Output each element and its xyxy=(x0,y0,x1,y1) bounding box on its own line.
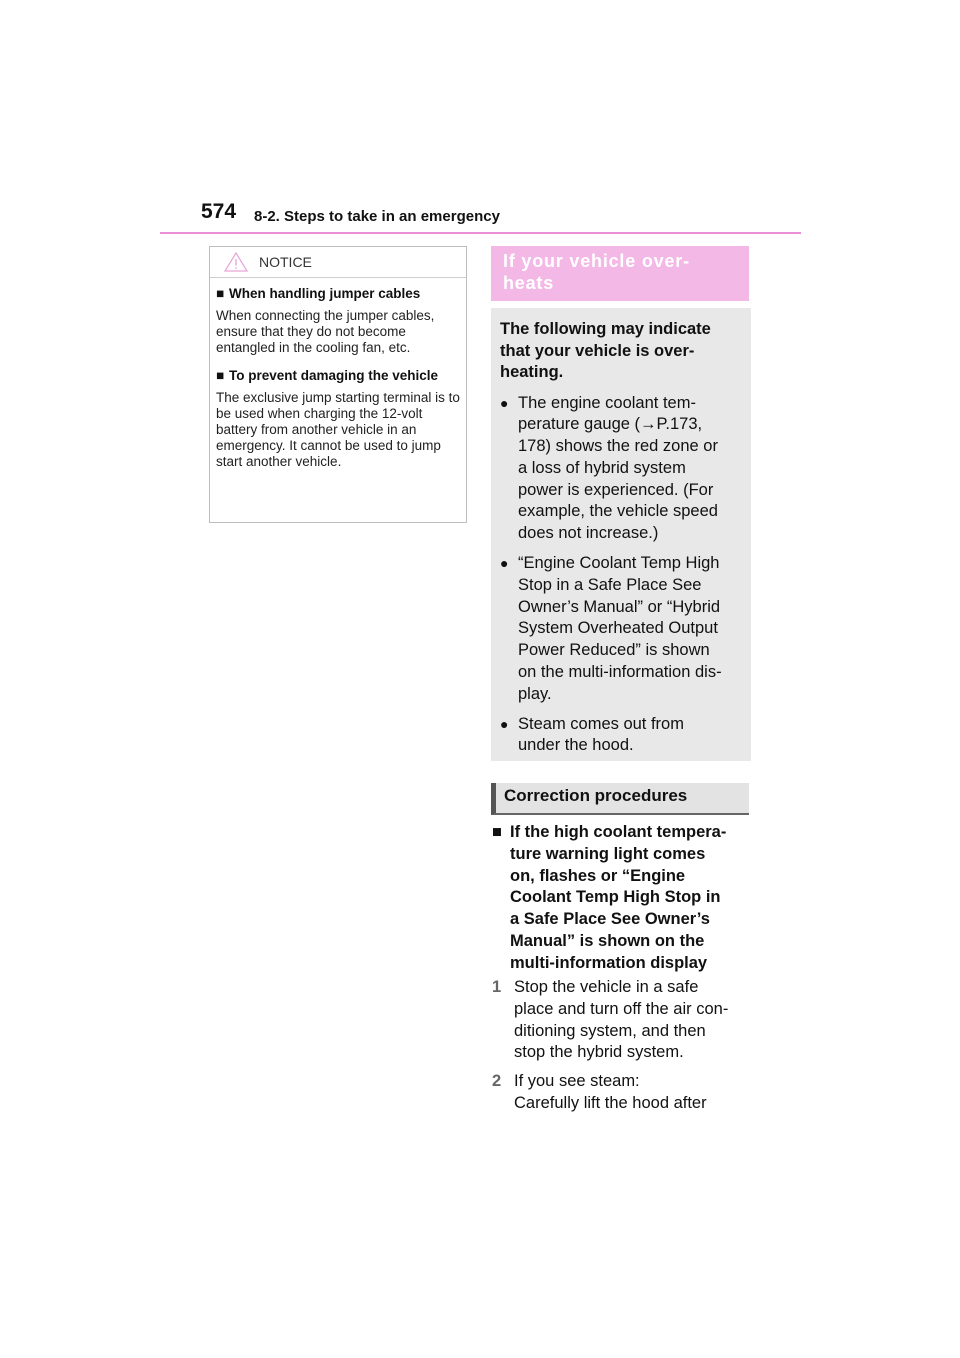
overheat-lead xyxy=(500,319,741,384)
text-line: does not increase.) xyxy=(518,524,659,543)
warning-triangle-icon xyxy=(224,252,248,277)
bullet-icon: ● xyxy=(500,555,509,572)
text-line: a Safe Place See Owner’s xyxy=(510,910,710,929)
symptom-item xyxy=(500,393,741,546)
lead-line: heating. xyxy=(500,363,564,381)
square-bullet-icon: ■ xyxy=(216,286,225,301)
notice-paragraph: The exclusive jump starting terminal is to be used when charging the 12-volt battery from another vehicle in an emergency. It cannot be used to jump start another vehicle. xyxy=(216,390,460,469)
text-line: ture warning light comes xyxy=(510,844,706,863)
page-number: 574 xyxy=(201,200,237,223)
bullet-icon: ● xyxy=(500,394,509,411)
header-rule xyxy=(160,232,801,234)
procedure-step xyxy=(492,977,752,1064)
text-line: on the multi-information dis- xyxy=(518,663,722,682)
correction-subheading xyxy=(492,822,752,975)
text-line: perature gauge (→P.173, xyxy=(518,415,703,434)
correction-heading: Correction procedures xyxy=(491,783,749,815)
symptom-item xyxy=(500,553,741,706)
text-line: stop the hybrid system. xyxy=(514,1043,684,1062)
lead-line: that your vehicle is over- xyxy=(500,341,695,360)
step-number: 1 xyxy=(492,978,502,996)
section-title: 8-2. Steps to take in an emergency xyxy=(254,208,500,225)
text-line: Manual” is shown on the xyxy=(510,931,705,950)
text-line: If you see steam: xyxy=(514,1072,640,1090)
text-line: Carefully lift the hood after xyxy=(514,1093,707,1112)
text-line: play. xyxy=(518,684,552,703)
overheat-heading-line: heats xyxy=(503,273,555,293)
notice-box xyxy=(209,246,467,523)
text-line: Power Reduced” is shown xyxy=(518,641,710,660)
text-line: System Overheated Output xyxy=(518,619,718,638)
text-line: on, flashes or “Engine xyxy=(510,866,686,885)
correction-subheading-text xyxy=(510,822,726,975)
text-line: If the high coolant tempera- xyxy=(510,823,727,841)
overheat-symptoms-box xyxy=(491,308,751,761)
text-line: multi-information display xyxy=(510,953,708,972)
text-line: Stop the vehicle in a safe xyxy=(514,978,699,996)
symptom-text xyxy=(518,553,722,706)
lead-line: The following may indicate xyxy=(500,320,711,338)
text-line: under the hood. xyxy=(518,736,634,755)
notice-header xyxy=(210,247,466,278)
step-number: 2 xyxy=(492,1072,502,1090)
square-bullet-icon: ■ xyxy=(216,368,225,383)
step-text xyxy=(514,1071,707,1115)
overheat-heading-line: If your vehicle over- xyxy=(503,251,690,271)
symptom-item xyxy=(500,714,741,758)
text-line: “Engine Coolant Temp High xyxy=(518,554,720,573)
notice-subheading-text: When handling jumper cables xyxy=(229,286,421,301)
text-line: Owner’s Manual” or “Hybrid xyxy=(518,597,721,616)
notice-title: NOTICE xyxy=(259,254,312,270)
symptom-text xyxy=(518,393,718,546)
bullet-icon: ● xyxy=(500,715,509,732)
procedure-step xyxy=(492,1071,752,1115)
text-line: a loss of hybrid system xyxy=(518,458,686,477)
text-line: place and turn off the air con- xyxy=(514,999,729,1018)
notice-subheading xyxy=(216,286,460,302)
text-line: power is experienced. (For xyxy=(518,480,714,499)
text-line: Coolant Temp High Stop in xyxy=(510,888,721,907)
text-line: Stop in a Safe Place See xyxy=(518,575,702,594)
notice-paragraph: When connecting the jumper cables, ensure that they do not become entangled in the cooling fan, etc. xyxy=(216,308,435,355)
notice-subheading xyxy=(216,368,460,384)
step-text xyxy=(514,977,728,1064)
symptom-text xyxy=(518,714,684,758)
text-line: ditioning system, and then xyxy=(514,1021,706,1040)
text-line: Steam comes out from xyxy=(518,714,684,733)
notice-subheading-text: To prevent damaging the vehicle xyxy=(229,368,439,383)
notice-body xyxy=(210,278,466,470)
text-line: The engine coolant tem- xyxy=(518,393,696,412)
text-line: 178) shows the red zone or xyxy=(518,437,718,456)
text-line: example, the vehicle speed xyxy=(518,502,718,521)
square-bullet-icon: ■ xyxy=(492,823,502,841)
overheat-heading xyxy=(491,246,749,301)
